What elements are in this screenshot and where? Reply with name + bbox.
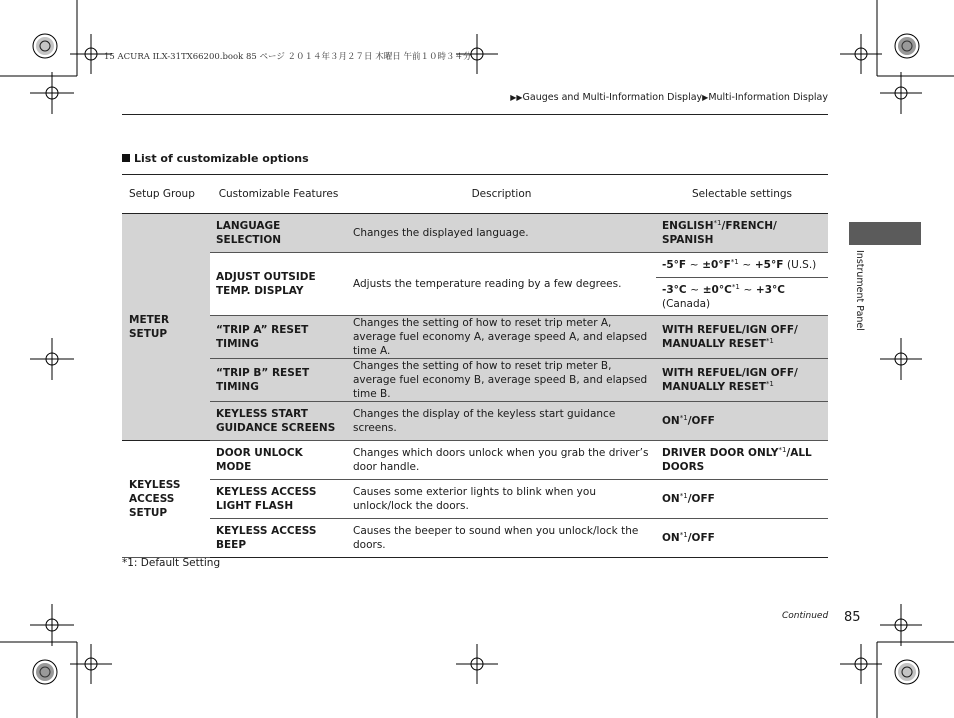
table-row xyxy=(122,253,828,278)
header-setup-group: Setup Group xyxy=(122,175,210,214)
description-cell: Changes the display of the keyless start guidance screens. xyxy=(347,402,656,441)
settings-cell-us: -5°F ~ $\pm 0^\circ F^{*1}$ ~ +5°F (U.S.) xyxy=(656,253,828,278)
description-cell: Causes some exterior lights to blink when you unlock/lock the doors. xyxy=(347,480,656,519)
table-row xyxy=(122,359,828,402)
breadcrumb-separator: ▶ xyxy=(702,93,709,102)
breadcrumb-arrows: ▶▶ xyxy=(510,93,523,102)
continued-label: Continued xyxy=(782,611,829,621)
breadcrumb-part1: Gauges and Multi-Information Display xyxy=(522,92,703,103)
header-customizable-features: Customizable Features xyxy=(210,175,347,214)
section-title-text: List of customizable options xyxy=(134,152,309,165)
table-row xyxy=(122,441,828,480)
feature-keyless-access-light-flash: KEYLESS ACCESS LIGHT FLASH xyxy=(210,480,347,519)
description-cell: Adjusts the temperature reading by a few degrees. xyxy=(347,253,656,316)
breadcrumb xyxy=(510,92,828,103)
feature-keyless-start-guidance: KEYLESS START GUIDANCE SCREENS xyxy=(210,402,347,441)
settings-cell: ON$^{*1}$/OFF xyxy=(656,519,828,558)
feature-keyless-access-beep: KEYLESS ACCESS BEEP xyxy=(210,519,347,558)
settings-cell: WITH REFUEL/IGN OFF/ MANUALLY RESET$^{*1}$ xyxy=(656,359,828,402)
feature-door-unlock-mode: DOOR UNLOCK MODE xyxy=(210,441,347,480)
breadcrumb-part2: Multi-Information Display xyxy=(708,92,828,103)
group-meter-setup: METER SETUP xyxy=(122,214,210,441)
print-header: 15 ACURA ILX-31TX66200.book 85 ページ ２０１４年３月２７日 木曜日 午前１０時３４分 xyxy=(104,52,472,62)
feature-language-selection: LANGUAGE SELECTION xyxy=(210,214,347,253)
settings-cell-canada: -3°C ~ $\pm 0^\circ C^{*1}$ ~ +3°C (Canada) xyxy=(656,278,828,316)
table-header-row xyxy=(122,175,828,214)
chapter-tab-label-text: Instrument Panel xyxy=(854,250,865,331)
chapter-tab-label xyxy=(846,250,876,340)
table-row xyxy=(122,316,828,359)
header-rule xyxy=(122,114,828,115)
section-title xyxy=(122,152,309,165)
feature-trip-b-reset: “TRIP B” RESET TIMING xyxy=(210,359,347,402)
feature-adjust-outside-temp: ADJUST OUTSIDE TEMP. DISPLAY xyxy=(210,253,347,316)
chapter-tab xyxy=(849,222,921,245)
table-row xyxy=(122,214,828,253)
description-cell: Changes which doors unlock when you grab the driver’s door handle. xyxy=(347,441,656,480)
description-cell: Causes the beeper to sound when you unlock/lock the doors. xyxy=(347,519,656,558)
header-description: Description xyxy=(347,175,656,214)
description-cell: Changes the displayed language. xyxy=(347,214,656,253)
table-row xyxy=(122,402,828,441)
feature-trip-a-reset: “TRIP A” RESET TIMING xyxy=(210,316,347,359)
customizable-options-table xyxy=(122,174,828,558)
description-cell: Changes the setting of how to reset trip meter B, average fuel economy B, average speed B, and elapsed time B. xyxy=(347,359,656,402)
square-bullet-icon xyxy=(122,154,130,162)
table-row xyxy=(122,519,828,558)
settings-cell: ON$^{*1}$/OFF xyxy=(656,480,828,519)
settings-cell: WITH REFUEL/IGN OFF/ MANUALLY RESET$^{*1}$ xyxy=(656,316,828,359)
group-keyless-access-setup: KEYLESS ACCESS SETUP xyxy=(122,441,210,558)
description-cell: Changes the setting of how to reset trip meter A, average fuel economy A, average speed A, and elapsed time A. xyxy=(347,316,656,359)
table-row xyxy=(122,480,828,519)
header-selectable-settings: Selectable settings xyxy=(656,175,828,214)
settings-cell: ON$^{*1}$/OFF xyxy=(656,402,828,441)
page-number: 85 xyxy=(844,610,861,625)
settings-cell: DRIVER DOOR ONLY$^{*1}$/ALL DOORS xyxy=(656,441,828,480)
settings-cell: ENGLISH$^{*1}$/FRENCH/ SPANISH xyxy=(656,214,828,253)
footnote: *1: Default Setting xyxy=(122,557,221,569)
